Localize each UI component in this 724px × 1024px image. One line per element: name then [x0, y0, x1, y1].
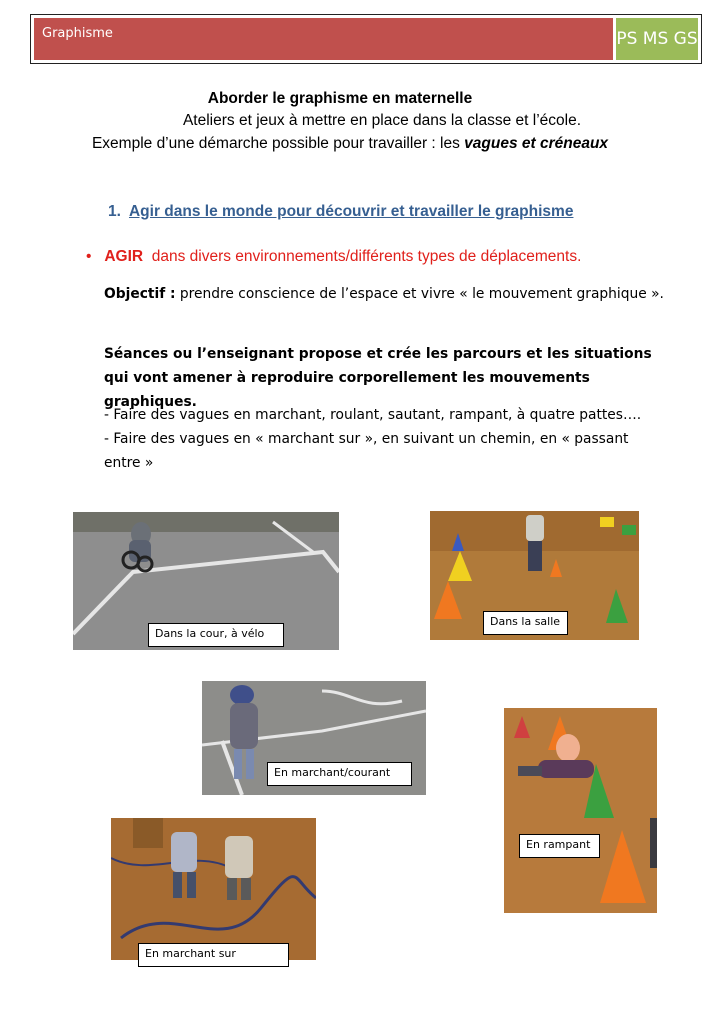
activity-list	[104, 403, 664, 475]
subject-label: Graphisme	[34, 18, 613, 60]
objectif-paragraph	[104, 282, 664, 306]
agir-bullet	[86, 248, 581, 266]
caption-courant: En marchant/courant	[267, 762, 412, 786]
caption-cour: Dans la cour, à vélo	[148, 623, 284, 647]
section-number: 1.	[108, 203, 121, 220]
page-subtitle: Ateliers et jeux à mettre en place dans la classe et l’école.	[182, 112, 582, 129]
example-line	[0, 135, 700, 153]
seances-paragraph: Séances ou l’enseignant propose et crée les parcours et les situations qui vont amener à reproduire corporellement les mouvements graphiques.	[104, 346, 652, 410]
agir-text: dans divers environnements/différents types de déplacements.	[151, 248, 582, 265]
list-item: - Faire des vagues en marchant, roulant, sautant, rampant, à quatre pattes….	[104, 407, 642, 423]
bullet-glyph: •	[86, 248, 92, 265]
photo-marchant-sur-image	[111, 818, 316, 960]
photo-rampant-image	[504, 708, 657, 913]
agir-keyword: AGIR	[104, 248, 144, 265]
example-emphasis: vagues et créneaux	[464, 135, 609, 152]
section-title: Agir dans le monde pour découvrir et travailler le graphisme	[128, 203, 574, 220]
levels-label: PS MS GS	[616, 18, 698, 60]
caption-salle: Dans la salle	[483, 611, 568, 635]
photo-marchant-sur	[111, 818, 316, 960]
photo-rampant	[504, 708, 657, 913]
page-title: Aborder le graphisme en maternelle	[207, 90, 473, 107]
list-item: - Faire des vagues en « marchant sur », en suivant un chemin, en « passant entre »	[104, 431, 629, 471]
section-heading	[108, 203, 573, 221]
page-header	[30, 14, 702, 64]
objectif-text: prendre conscience de l’espace et vivre « le mouvement graphique ».	[175, 286, 664, 302]
caption-rampant: En rampant	[519, 834, 600, 858]
objectif-label: Objectif :	[104, 286, 176, 302]
caption-marchant-sur: En marchant sur	[138, 943, 289, 967]
example-prefix: Exemple d’une démarche possible pour travailler : les	[91, 135, 465, 152]
